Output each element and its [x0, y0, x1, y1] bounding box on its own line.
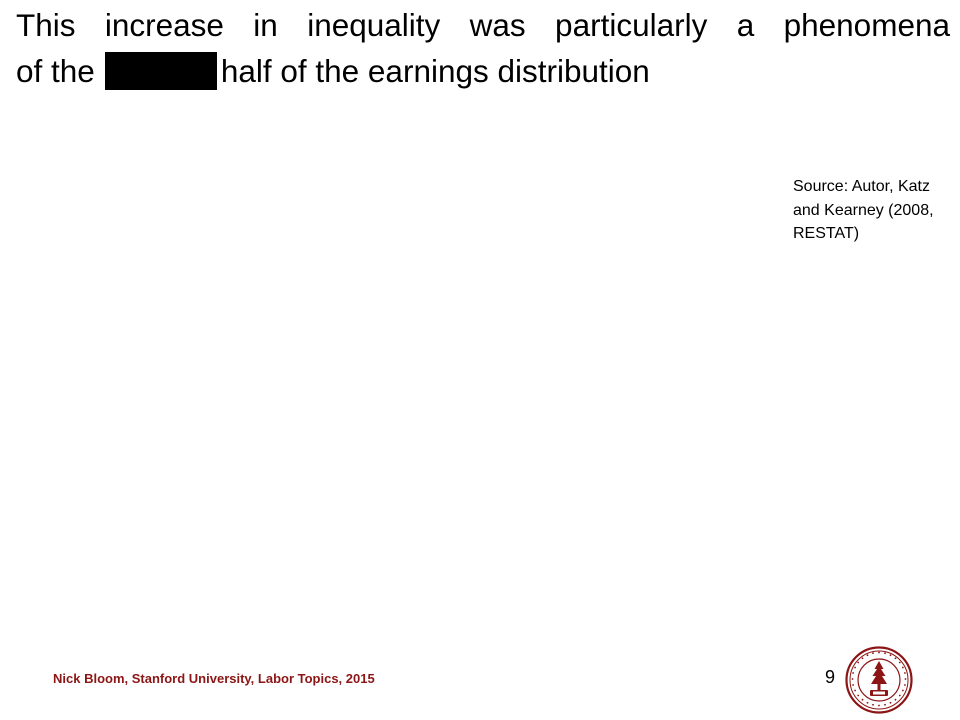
redaction-box	[105, 52, 217, 90]
source-note: Source: Autor, Katz and Kearney (2008, RESTAT)	[793, 178, 934, 242]
title-line-2-after: half of the earnings distribution	[220, 53, 650, 89]
footer-credit: Nick Bloom, Stanford University, Labor Topics, 2015	[53, 671, 375, 686]
page-number: 9	[825, 667, 836, 687]
slide-title	[16, 2, 956, 94]
title-line-2	[16, 48, 956, 94]
title-line-2-before: of the	[16, 53, 95, 89]
title-line-1: This increase in inequality was particularly a phenomena	[16, 7, 950, 43]
stanford-seal-icon	[845, 646, 913, 714]
